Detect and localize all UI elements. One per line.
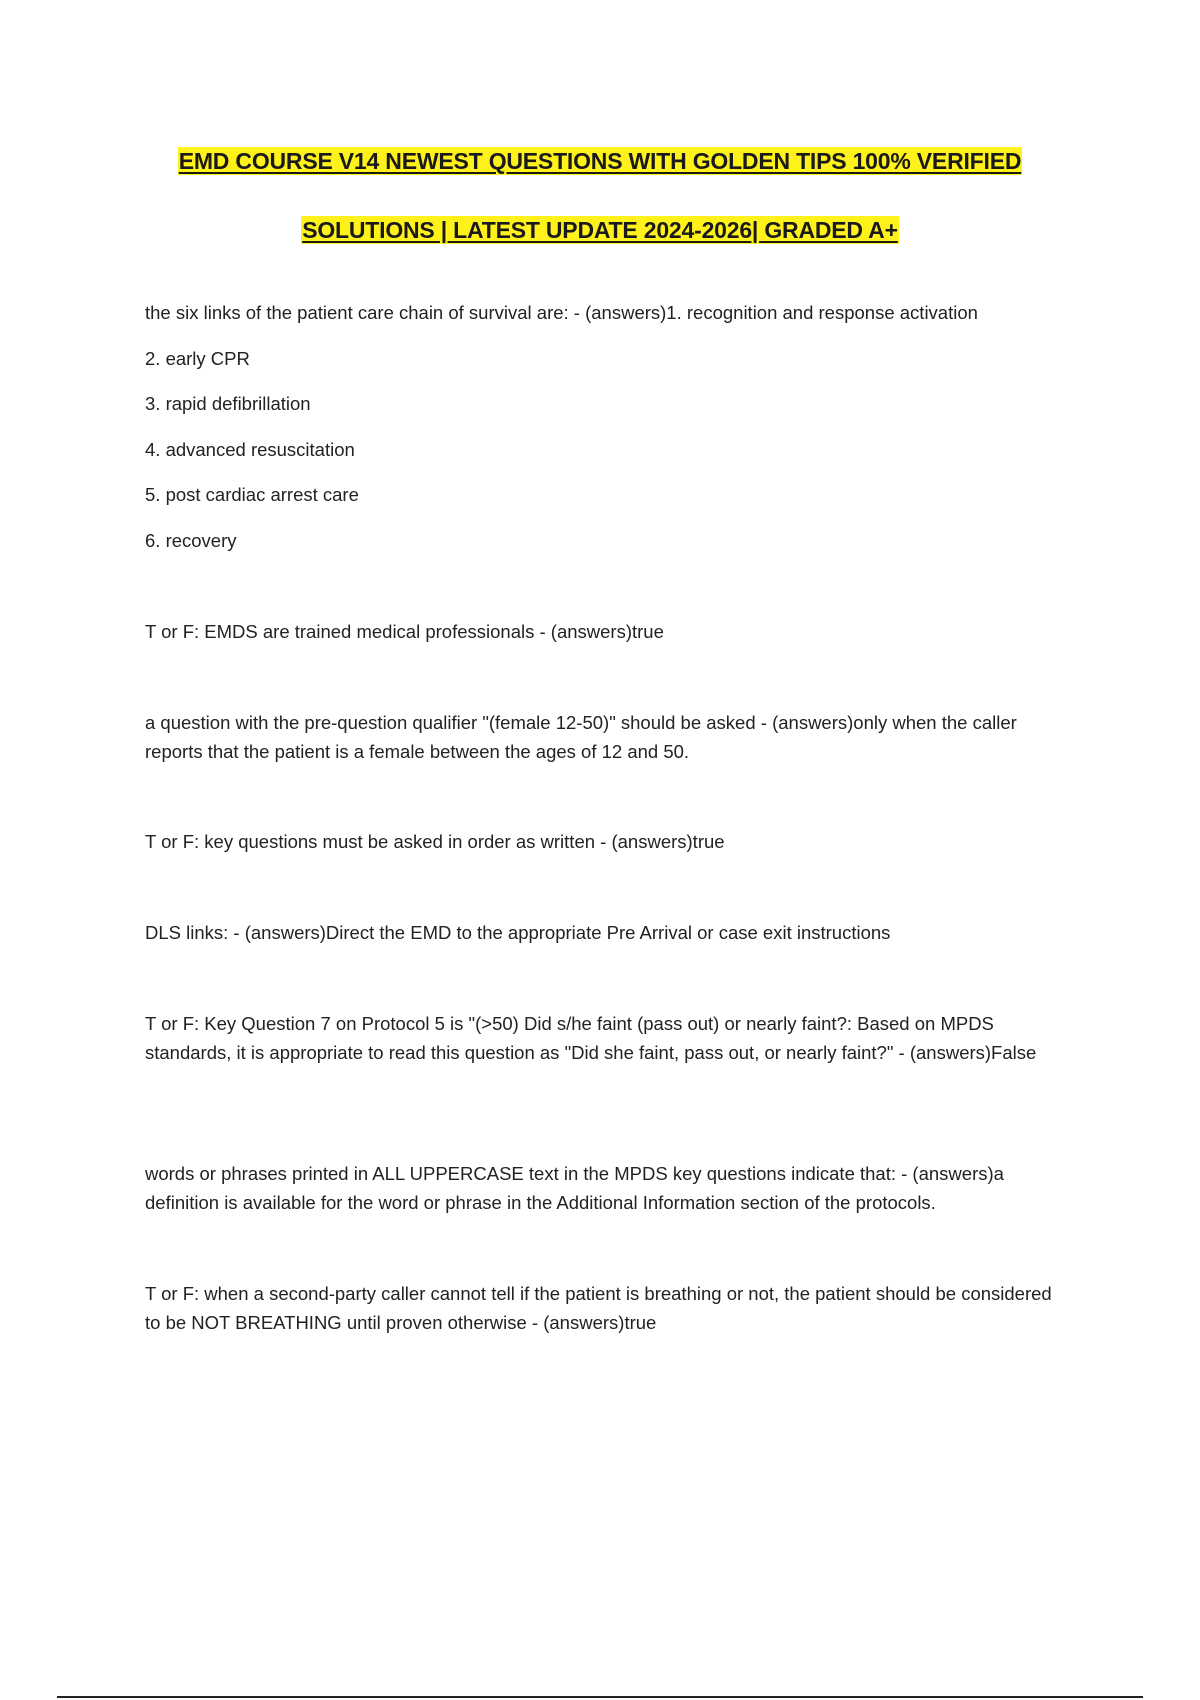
qa-key-question-7: T or F: Key Question 7 on Protocol 5 is "(>50) Did s/he faint (pass out) or nearly faint?: Based on MPDS standards, it is appropriate to read this question as "Did she faint, pass out, or nearly faint?" - (answers)False <box>145 1013 1037 1063</box>
qa-key-questions-order: T or F: key questions must be asked in order as written - (answers)true <box>145 831 725 852</box>
chain-item-2: 2. early CPR <box>145 348 250 369</box>
chain-item-5: 5. post cardiac arrest care <box>145 484 359 505</box>
chain-item-4: 4. advanced resuscitation <box>145 439 355 460</box>
document-title-line-1 <box>0 148 1200 175</box>
bottom-divider <box>57 1696 1143 1698</box>
qa-not-breathing: T or F: when a second-party caller cannot tell if the patient is breathing or not, the patient should be considered to be NOT BREATHING until proven otherwise - (answers)true <box>145 1283 1052 1333</box>
chain-item-6: 6. recovery <box>145 530 237 551</box>
qa-female-qualifier: a question with the pre-question qualifier "(female 12-50)" should be asked - (answers)only when the caller reports that the patient is a female between the ages of 12 and 50. <box>145 712 1017 762</box>
qa-dls-links: DLS links: - (answers)Direct the EMD to the appropriate Pre Arrival or case exit instructions <box>145 922 891 943</box>
chain-of-survival-question: the six links of the patient care chain of survival are: - (answers)1. recognition and response activation <box>145 302 978 323</box>
chain-item-3: 3. rapid defibrillation <box>145 393 311 414</box>
title-highlight-1: EMD COURSE V14 NEWEST QUESTIONS WITH GOLDEN TIPS 100% VERIFIED <box>178 148 1022 174</box>
qa-emds-professionals: T or F: EMDS are trained medical professionals - (answers)true <box>145 621 664 642</box>
document-title-line-2 <box>0 217 1200 244</box>
qa-uppercase-text: words or phrases printed in ALL UPPERCASE text in the MPDS key questions indicate that: - (answers)a definition is available for the word or phrase in the Additional Information section of the protocols. <box>145 1163 1004 1213</box>
title-highlight-2: SOLUTIONS | LATEST UPDATE 2024-2026| GRADED A+ <box>302 217 898 243</box>
